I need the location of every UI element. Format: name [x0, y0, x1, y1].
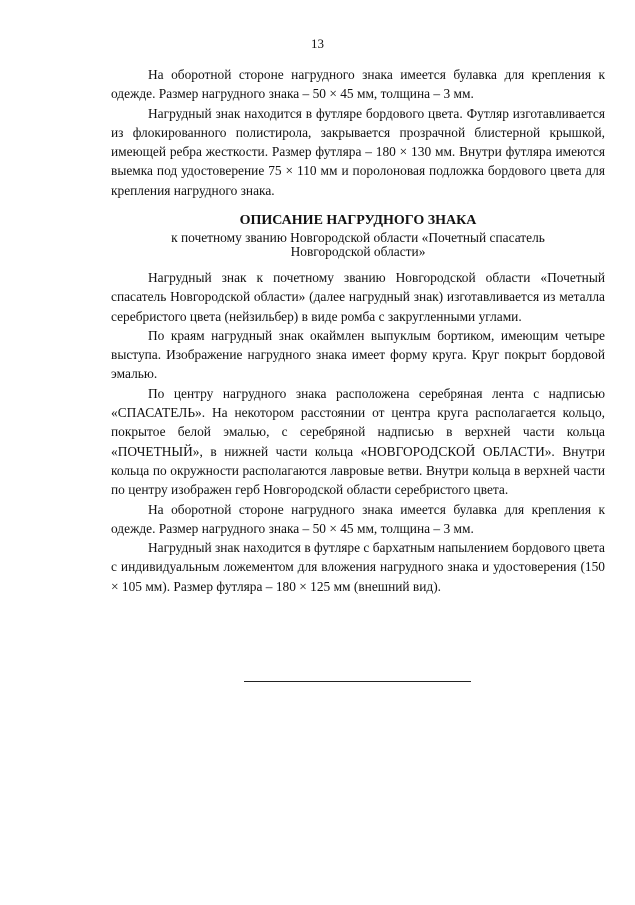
paragraph: На оборотной стороне нагрудного знака имеется булавка для крепления к одежде. Размер нагрудного знака – 50 × 45 мм, толщина – 3 мм. [111, 67, 605, 102]
paragraph: Нагрудный знак находится в футляре бордового цвета. Футляр изготавливается из флокированного полистирола, закрывается прозрачной блистерной крышкой, имеющей ребра жесткости. Размер футляра – 180 × 130 мм. Внутри футляра имеются выемка под удостоверение 75 × 110 мм и поролоновая подложка бордового цвета для крепления нагрудного знака. [111, 105, 605, 198]
paragraph: Нагрудный знак находится в футляре с бархатным напылением бордового цвета с индивидуальным ложементом для вложения нагрудного знака и удостоверения (150 × 105 мм). Размер футляра – 180 × 125 мм (внешний вид). [111, 540, 605, 594]
section-subheading-line1: к почетному званию Новгородской области «Почетный спасатель [171, 230, 545, 245]
paragraph: По центру нагрудного знака расположена серебряная лента с надписью «СПАСАТЕЛЬ». На некотором расстоянии от центра круга располагается кольцо, покрытое белой эмалью, с серебряной надписью в верхней части кольца «ПОЧЕТНЫЙ», в нижней части кольца «НОВГОРОДСКОЙ ОБЛАСТИ». Внутри кольца по окружности располагаются лавровые ветви. Внутри кольца в верхней части по центру изображен герб Новгородской области серебристого цвета. [111, 385, 605, 498]
paragraph: Нагрудный знак к почетному званию Новгородской области «Почетный спасатель Новгородской области» (далее нагрудный знак) изготавливается из металла серебристого цвета (нейзильбер) в виде ромба с закругленными углами. [111, 270, 605, 324]
section-body [111, 268, 605, 596]
section-subheading-line2: Новгородской области» [290, 244, 426, 259]
paragraph: По краям нагрудный знак окаймлен выпуклым бортиком, имеющим четыре выступа. Изображение нагрудного знака имеет форму круга. Круг покрыт бордовой эмалью. [111, 327, 605, 382]
paragraph: На оборотной стороне нагрудного знака имеется булавка для крепления к одежде. Размер нагрудного знака – 50 × 45 мм, толщина – 3 мм. [111, 501, 605, 536]
end-divider [244, 681, 471, 682]
page-number: 13 [311, 36, 324, 51]
intro-text [111, 65, 605, 200]
section-heading: ОПИСАНИЕ НАГРУДНОГО ЗНАКА [239, 213, 477, 228]
section-heading-block [111, 211, 605, 259]
